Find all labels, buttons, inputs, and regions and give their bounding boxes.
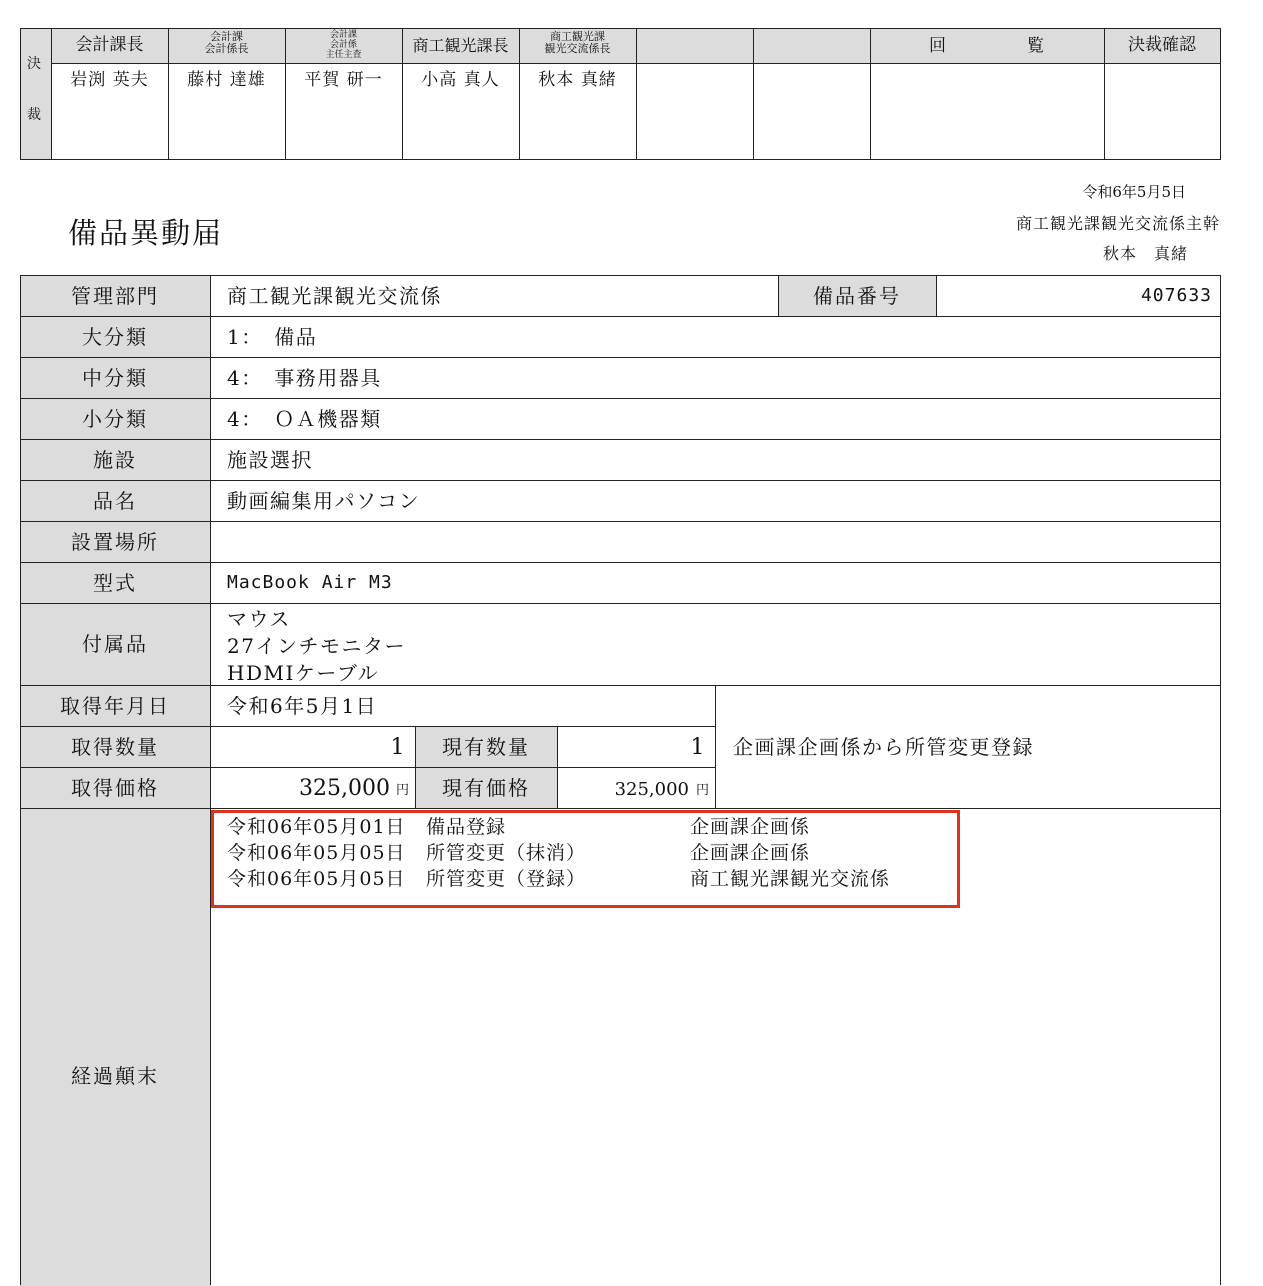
label-current-quantity: 現有数量 bbox=[442, 735, 530, 759]
approval-header-tourism-subchief bbox=[519, 31, 636, 55]
value-note: 企画課企画係から所管変更登録 bbox=[733, 735, 1034, 759]
accessory-item: 27インチモニター bbox=[227, 634, 406, 658]
author-position: 商工観光課観光交流係主幹 bbox=[1015, 214, 1220, 233]
value-current-price: 325,000 bbox=[614, 779, 689, 800]
history-date: 令和06年05月01日 bbox=[227, 816, 406, 838]
label-major-category: 大分類 bbox=[82, 325, 148, 349]
approver-name: 平賀 研一 bbox=[304, 70, 383, 90]
label-current-price: 現有価格 bbox=[442, 776, 530, 800]
history-dept: 企画課企画係 bbox=[690, 842, 811, 864]
approval-header-accounting-subchief bbox=[168, 31, 285, 55]
approver-name: 小高 真人 bbox=[421, 70, 500, 90]
approval-header-circulation-1: 回 bbox=[929, 36, 946, 56]
approval-header-line: 会計課 bbox=[329, 30, 357, 40]
label-acquisition-quantity: 取得数量 bbox=[71, 735, 159, 759]
value-model: MacBook Air M3 bbox=[227, 572, 393, 593]
label-item-no: 備品番号 bbox=[813, 284, 901, 308]
history-date: 令和06年05月05日 bbox=[227, 868, 406, 890]
approval-header-line: 会計課 bbox=[210, 30, 243, 43]
label-facility: 施設 bbox=[93, 448, 137, 472]
author-name: 秋本 真緒 bbox=[1102, 244, 1188, 263]
label-acquisition-price: 取得価格 bbox=[71, 776, 159, 800]
value-acquisition-date: 令和6年5月1日 bbox=[227, 694, 378, 718]
approval-side-label-top: 決 bbox=[27, 56, 41, 72]
approver-name: 岩渕 英夫 bbox=[70, 70, 149, 90]
value-item-no: 407633 bbox=[1140, 285, 1212, 306]
value-acquisition-price: 325,000 bbox=[299, 776, 390, 801]
value-middle-category: 4： 事務用器具 bbox=[227, 366, 382, 390]
value-acquisition-quantity: 1 bbox=[390, 735, 406, 760]
approval-header-line: 商工観光課 bbox=[550, 30, 605, 43]
approval-side-label-bottom: 裁 bbox=[27, 107, 41, 123]
approval-header-circulation-2: 覧 bbox=[1027, 36, 1044, 56]
history-action: 所管変更（登録） bbox=[426, 868, 587, 890]
label-minor-category: 小分類 bbox=[82, 407, 148, 431]
approval-header-line: 主任主査 bbox=[325, 50, 362, 60]
yen-unit: 円 bbox=[696, 783, 710, 798]
label-location: 設置場所 bbox=[71, 530, 159, 554]
label-history: 経過顛末 bbox=[71, 1064, 159, 1088]
label-accessories: 付属品 bbox=[82, 632, 148, 656]
value-item-name: 動画編集用パソコン bbox=[227, 489, 421, 513]
history-action: 所管変更（抹消） bbox=[426, 842, 587, 864]
label-middle-category: 中分類 bbox=[82, 366, 148, 390]
label-dept: 管理部門 bbox=[71, 284, 159, 308]
label-acquisition-date: 取得年月日 bbox=[60, 694, 170, 718]
document-title: 備品異動届 bbox=[68, 216, 224, 250]
value-facility: 施設選択 bbox=[227, 448, 313, 472]
approval-header-confirmation: 決裁確認 bbox=[1128, 35, 1196, 55]
value-minor-category: 4： ＯＡ機器類 bbox=[227, 407, 382, 431]
value-accessories bbox=[227, 606, 406, 687]
approval-header-commerce-chief: 商工観光課長 bbox=[412, 36, 509, 55]
label-model: 型式 bbox=[93, 571, 137, 595]
history-dept: 企画課企画係 bbox=[690, 816, 811, 838]
approval-header-line: 会計係 bbox=[329, 40, 357, 50]
yen-unit: 円 bbox=[396, 783, 410, 798]
approval-header-line: 観光交流係長 bbox=[544, 42, 611, 55]
label-item-name: 品名 bbox=[93, 489, 137, 513]
approval-header-line: 会計係長 bbox=[204, 42, 249, 55]
value-dept: 商工観光課観光交流係 bbox=[227, 284, 442, 308]
history-action: 備品登録 bbox=[426, 816, 507, 838]
approval-header-accounting-chief: 会計課長 bbox=[75, 35, 144, 55]
history-date: 令和06年05月05日 bbox=[227, 842, 406, 864]
accessory-item: マウス bbox=[227, 607, 291, 631]
approval-header-accounting-senior bbox=[285, 30, 402, 60]
history-dept: 商工観光課観光交流係 bbox=[690, 868, 891, 890]
value-major-category: 1： 備品 bbox=[227, 325, 318, 349]
document-date: 令和6年5月5日 bbox=[1082, 183, 1186, 201]
approver-name: 藤村 達雄 bbox=[187, 70, 266, 90]
value-current-quantity: 1 bbox=[690, 735, 706, 760]
approver-name: 秋本 真緒 bbox=[538, 70, 617, 90]
accessory-item: HDMIケーブル bbox=[227, 661, 380, 685]
